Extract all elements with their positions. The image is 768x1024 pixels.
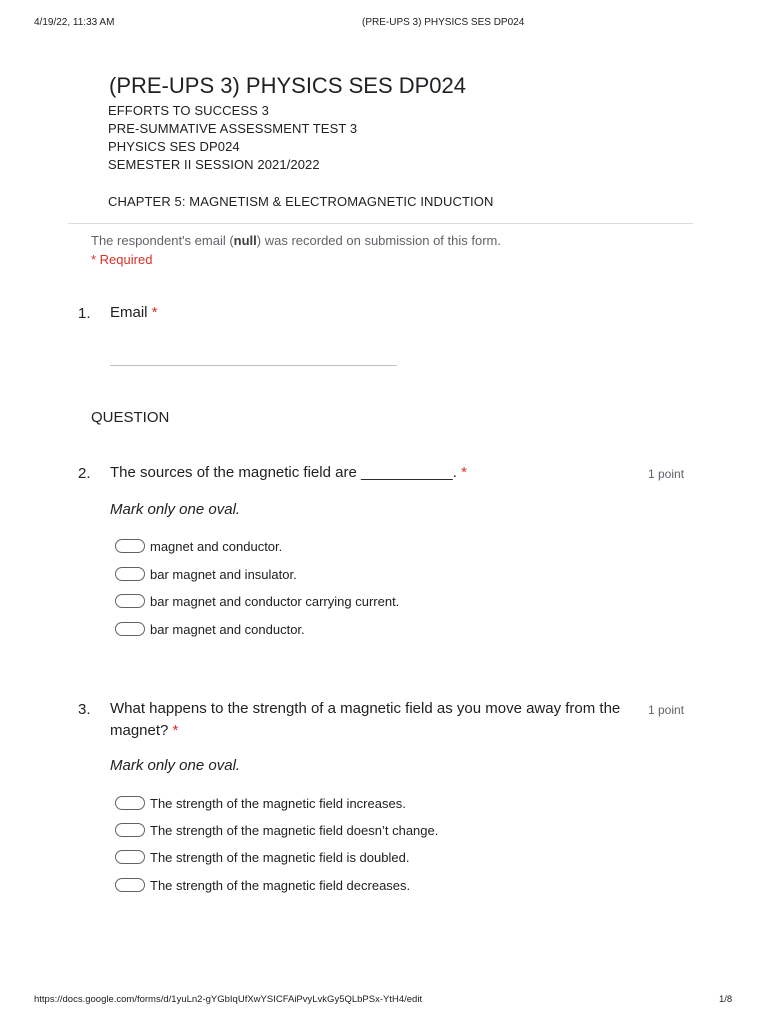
question-number: 2. <box>78 465 91 482</box>
option-row[interactable] <box>115 565 297 583</box>
header-divider <box>68 223 693 224</box>
form-description-line: CHAPTER 5: MAGNETISM & ELECTROMAGNETIC INDUCTION <box>108 194 494 209</box>
option-row[interactable] <box>115 794 406 812</box>
option-label: The strength of the magnetic field is doubled. <box>150 849 410 865</box>
option-row[interactable] <box>115 848 409 866</box>
form-description-line: SEMESTER II SESSION 2021/2022 <box>108 157 320 172</box>
points-label: 1 point <box>648 467 685 481</box>
option-row[interactable] <box>115 620 305 638</box>
page-number: 1/8 <box>719 994 733 1005</box>
option-label: bar magnet and conductor. <box>150 621 305 637</box>
radio-oval[interactable] <box>115 567 145 581</box>
print-header-title: (PRE-UPS 3) PHYSICS SES DP024 <box>362 17 525 28</box>
question-1-text <box>110 302 640 324</box>
option-label: The strength of the magnetic field doesn’t change. <box>150 822 439 838</box>
required-star: * <box>151 304 158 321</box>
question-label: Email <box>110 304 148 321</box>
radio-oval[interactable] <box>115 878 145 892</box>
email-field[interactable] <box>110 365 397 366</box>
print-datetime: 4/19/22, 11:33 AM <box>34 17 115 28</box>
section-title: QUESTION <box>91 409 170 426</box>
radio-oval[interactable] <box>115 823 145 837</box>
radio-oval[interactable] <box>115 539 145 553</box>
radio-oval[interactable] <box>115 850 145 864</box>
question-2-text <box>110 462 640 484</box>
question-label: The sources of the magnetic field are ___________. <box>110 464 457 481</box>
required-star: * <box>461 464 467 481</box>
form-description-line: EFFORTS TO SUCCESS 3 <box>108 103 269 118</box>
form-description-line: PRE-SUMMATIVE ASSESSMENT TEST 3 <box>108 121 358 136</box>
email-notice <box>91 233 501 248</box>
instruction-text: Mark only one oval. <box>110 501 241 518</box>
question-number: 1. <box>78 305 91 322</box>
option-label: bar magnet and conductor carrying current. <box>150 593 400 609</box>
form-title: (PRE-UPS 3) PHYSICS SES DP024 <box>109 73 467 98</box>
radio-oval[interactable] <box>115 594 145 608</box>
option-row[interactable] <box>115 537 282 555</box>
email-notice-prefix: The respondent's email ( <box>91 233 234 248</box>
question-3-text <box>110 698 640 742</box>
radio-oval[interactable] <box>115 796 145 810</box>
form-description-line: PHYSICS SES DP024 <box>108 139 240 154</box>
question-number: 3. <box>78 701 91 718</box>
email-notice-suffix: ) was recorded on submission of this form. <box>256 233 501 248</box>
instruction-text: Mark only one oval. <box>110 757 241 774</box>
required-note: * Required <box>91 252 153 267</box>
question-label: What happens to the strength of a magnetic field as you move away from the magnet? <box>110 700 621 739</box>
option-label: The strength of the magnetic field decreases. <box>150 877 411 893</box>
option-label: bar magnet and insulator. <box>150 566 297 582</box>
option-row[interactable] <box>115 592 399 610</box>
radio-oval[interactable] <box>115 622 145 636</box>
option-row[interactable] <box>115 821 438 839</box>
print-footer-url: https://docs.google.com/forms/d/1yuLn2-gYGbIqUfXwYSICFAiPvyLvkGy5QLbPSx-YtH4/edit <box>34 994 423 1005</box>
option-label: magnet and conductor. <box>150 538 283 554</box>
option-row[interactable] <box>115 876 410 894</box>
points-label: 1 point <box>648 703 685 717</box>
email-notice-value: null <box>233 233 257 248</box>
required-star: * <box>172 722 179 739</box>
option-label: The strength of the magnetic field increases. <box>150 795 406 811</box>
